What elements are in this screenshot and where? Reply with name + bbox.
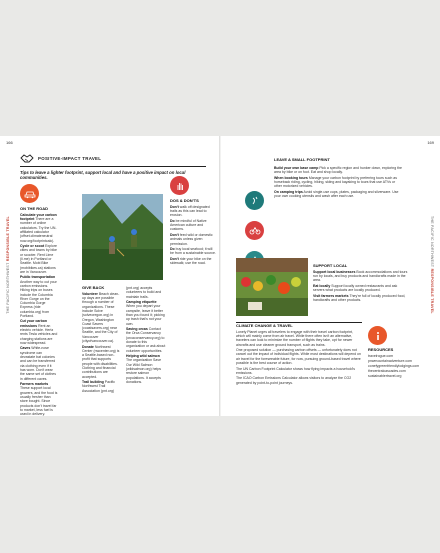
give-back-tip: Camping etiquette When you depart your campsite, leave it better than you found it; picking up trash that's not your own. [126, 300, 165, 326]
road-tip: Cut your carbon emissions Rent an electric vehicle. Hertz rents Tesla vehicles and charging stations are now widespread. [20, 319, 58, 345]
road-tip-title: Cycle or scoot [20, 244, 45, 249]
give-back-continued [126, 286, 166, 385]
support-local-tip: Visit farmers markets They're full of locally produced food, handicrafts and other products. [313, 293, 406, 302]
give-back-items [82, 292, 121, 393]
dos-donts-tip: Do be mindful of Native American culture and customs. [170, 218, 207, 232]
dos-donts-tip: Don't feed wild or domestic animals unless given permission. [170, 232, 213, 246]
road-tip-title: Calculate your carbon footprint [20, 212, 57, 222]
climate-section [236, 324, 362, 386]
road-tip: Public transportation Another way to cut your carbon emissions. Hiking trips on buses include the Columbia River Gorge on the Columbia Gorge Express (ride columbia.org) from Portland. [20, 275, 57, 318]
dos-donts-heading: DOS & DON'TS [170, 198, 199, 203]
resource-link[interactable]: conefygreenfriendlylodgings.com [368, 363, 420, 368]
give-back-tip: Volunteer Beach clean-up days are possible through a number of organizations. These include Solve (solveoregon.org) in Oregon, Washington Coast Savers (coastsavers.org) near Seattle, and the City of Vancouver (cityofvancouver.ca). [82, 291, 120, 344]
resource-link[interactable]: pnwmountainadventure.com [368, 358, 412, 363]
climate-paragraph: The UN Carbon Footprint Calculator shows how flying impacts a household's emissions. [236, 366, 355, 375]
give-back-tip: Helping wild salmon The organization Save Our Wild Salmon (wildsalmon.org) helps restore salmon populations. It accepts donations. [126, 354, 162, 384]
road-tip-title: Public transportation [20, 275, 56, 280]
gutter [219, 136, 221, 416]
climate-paragraph: The ICAO Carbon Emissions Calculator allows visitors to analyze the CO2 generated by point-to-point journeys. [236, 376, 352, 385]
road-tip-title: Farmers markets [20, 382, 49, 387]
running-head-right: THE PACIFIC NORTHWEST RESPONSIBLE TRAVEL [430, 216, 434, 314]
dos-donts-tip: Don't walk off designated trails as this can lead to erosion. [170, 204, 210, 218]
footprint-icon [245, 191, 264, 210]
handshake-icon [20, 152, 34, 164]
support-local-items [313, 270, 408, 302]
dos-donts-tip-title: Don't [170, 232, 179, 237]
road-tip-title: Cut your carbon emissions [20, 319, 48, 328]
footprint-tip: On camping trips Avoid single-use cups, plates, packaging and silverware. Use your own cooking utensils and wash after each use. [274, 189, 399, 199]
give-back-tip-title: Volunteer [82, 291, 98, 296]
climate-paragraphs [236, 330, 362, 385]
support-local-heading: SUPPORT LOCAL [313, 263, 348, 268]
dos-donts-tip-title: Do [170, 218, 175, 223]
topic-label: POSITIVE-IMPACT TRAVEL [38, 155, 102, 161]
footprint-tip-title: On camping trips [274, 189, 303, 194]
support-local-section [313, 264, 408, 303]
road-tip-title: Caves [20, 346, 31, 351]
footprint-tip: Build your own base camp Pick a specific region and hunker down, exploring the area by bike or on foot. Eat and shop locally. [274, 166, 403, 175]
bicycle-icon [245, 221, 264, 240]
road-tip: Calculate your carbon footprint There are a number of online calculators. Try the UN-affiliated calculator (offset.climateneutral now.org/footprintcalc). [20, 212, 57, 243]
give-back-tip-title: Helping wild salmon [126, 354, 160, 359]
give-back-tip: Donate Northwest Center (nwcenter.org) is a Seattle-based non-profit that supports people with disabilities. Clothing and financial contributions are accepted. [82, 344, 120, 379]
on-the-road-section [20, 184, 58, 418]
dos-donts-tip-title: Don't [170, 204, 179, 209]
climate-paragraph: One proposed solution — purchasing carbon offsets — unfortunately does not cancel out the impact of individual flights. While most destinations will depend on air travel for the foreseeable future, for now, pursuing ground-based travel where possible is the best course of action. [236, 348, 361, 366]
topic-header [20, 151, 101, 165]
road-tip: Farmers markets These support local growers, and the food is usually fresher than store bought. Since products don't travel far to market, less fuel is used in delivery. [20, 382, 58, 417]
resources-section [368, 326, 418, 379]
give-back-tip-title: Saving orcas [126, 327, 148, 332]
support-local-tip-title: Visit farmers markets [313, 293, 349, 298]
topic-rule [20, 166, 206, 167]
resource-link[interactable]: thecentralcascades.com [368, 368, 406, 373]
dos-donts-tip-title: Don't [170, 256, 179, 261]
resources-heading: RESOURCES [368, 347, 394, 352]
hikers-photo [82, 194, 163, 280]
climate-heading: CLIMATE CHANGE & TRAVEL [236, 323, 293, 328]
give-back-tip: (pnt.org) accepts volunteers to build and maintain trails. [126, 286, 162, 299]
give-back-tip: Saving orcas Contact the Orca Conservancy (orcaconservancy.org) to donate to this organization or ask about volunteer opportunities. [126, 327, 166, 353]
give-back-heading: GIVE BACK [82, 285, 105, 290]
give-back-tip-title: Trail building [82, 380, 104, 385]
info-icon [368, 326, 387, 345]
leave-small-heading: LEAVE A SMALL FOOTPRINT [274, 157, 330, 162]
book-spread [0, 136, 440, 416]
support-local-tip: Eat locally Support locally owned restaurants and ask servers what products are locally produced. [313, 283, 398, 293]
support-local-tip: Support local businesses Book accommodations and tours run by locals, and buy products and handicrafts made in the area. [313, 269, 408, 283]
dos-donts-section [170, 176, 216, 267]
resource-link[interactable]: sustainablertravel.org [368, 373, 402, 378]
hand-stop-icon [170, 176, 189, 195]
page-number-right: 169 [427, 140, 434, 145]
dos-donts-items [170, 205, 216, 266]
leave-small-section [274, 166, 404, 200]
dos-donts-tip-title: Do [170, 247, 175, 252]
leave-small-items [274, 166, 404, 198]
on-the-road-heading: ON THE ROAD [20, 206, 48, 211]
page-number-left: 166 [6, 140, 13, 145]
give-back-section [82, 286, 121, 394]
car-icon [20, 184, 39, 203]
climate-paragraph: Lonely Planet urges all travelers to engage with their travel carbon footprint, which will mainly come from air travel. While there often isn't an alternative, travelers can look to minimize the number of flights they take, opt for newer aircrafts and use cleaner ground transport, such as trains. [236, 329, 354, 347]
resource-link[interactable]: travelrogue.com [368, 353, 394, 358]
market-photo [236, 258, 308, 316]
dos-donts-tip: Do buy local seafood; it will be from a sustainable source. [170, 247, 216, 256]
support-local-tip-title: Eat locally [313, 283, 331, 288]
on-the-road-items [20, 213, 58, 417]
give-back-tip-title: Donate [82, 344, 94, 349]
support-local-tip-title: Support local businesses [313, 269, 356, 274]
dos-donts-tip: Don't ride your bike on the sidewalk; use the road. [170, 256, 212, 266]
resources-links [368, 354, 418, 379]
intro-text: Tips to leave a lighter footprint, support local and have a positive impact on local communities. [20, 170, 186, 180]
running-head-left: THE PACIFIC NORTHWEST RESPONSIBLE TRAVEL [6, 216, 10, 314]
give-back-tip-title: Camping etiquette [126, 300, 157, 305]
footprint-tip-title: When booking tours [274, 175, 308, 180]
road-tip: Cycle or scoot Explore cities and towns by bike or scooter. Rent Lime (li.me) in Portland or Seattle. Mobi Bike (mobibikes.ca) stations are in Vancouver. [20, 244, 57, 274]
road-tip: Caves White-nose syndrome can devastate bat colonies and can be transferred via clothing even if it has worn. Don't wear the same set of clothes in different caves. [20, 346, 56, 381]
give-back-tip: Trail building Pacific Northwest Trail Association (pnt.org) [82, 380, 116, 393]
footprint-tip-title: Build your own base camp [274, 166, 319, 170]
footprint-tip: When booking tours Manage your carbon footprint by preferring tours such as horseback riding, cycling, hiking, skiing and kayaking to tours that use ATVs or other motorized vehicles. [274, 175, 397, 189]
